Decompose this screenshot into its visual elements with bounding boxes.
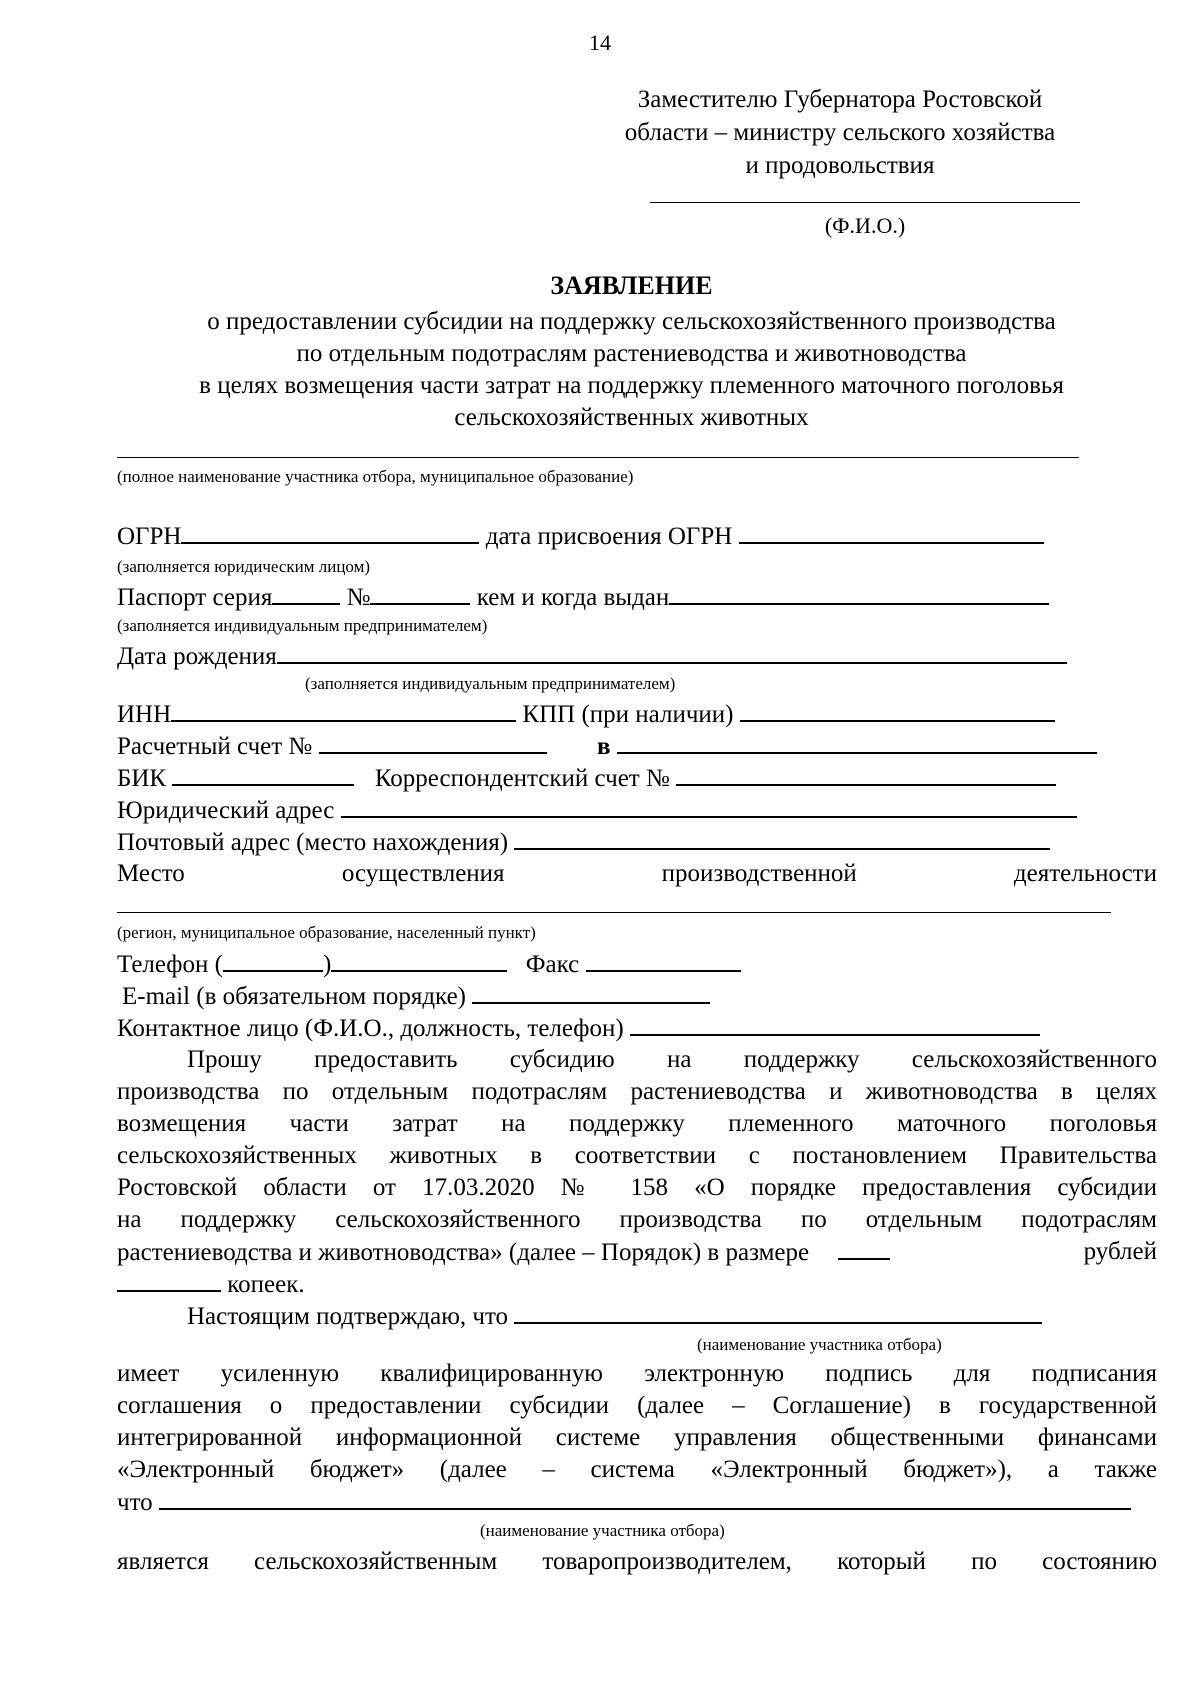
request-paragraph-line-3: возмещения части затрат на поддержку племенного маточного поголовья	[117, 1110, 1157, 1137]
fax-label: Факс	[525, 951, 580, 978]
signature-paragraph-line-4: «Электронный бюджет» (далее – система «Электронный бюджет»), а также	[117, 1456, 1157, 1483]
kopecks-field[interactable]	[117, 1268, 221, 1292]
inn-field[interactable]	[171, 698, 516, 722]
inn-label: ИНН	[117, 701, 172, 728]
passport-number-label: №	[346, 584, 371, 611]
addressee-line-3: и продовольствия	[745, 152, 935, 179]
signature-paragraph-line-2: соглашения о предоставлении субсидии (далее – Соглашение) в государственной	[117, 1392, 1157, 1419]
request-paragraph-line-1: Прошу предоставить субсидию на поддержку сельскохозяйственного	[187, 1046, 1157, 1073]
phone-paren: )	[322, 951, 332, 978]
contact-row	[117, 1012, 1040, 1045]
ogrn-label: ОГРН	[117, 523, 182, 550]
applicant-hint: (полное наименование участника отбора, муниципальное образование)	[117, 467, 634, 486]
request-paragraph-line-5: Ростовской области от 17.03.2020 № 158 «О порядке предоставления субсидии	[117, 1174, 1157, 1201]
kpp-label: КПП (при наличии)	[522, 701, 734, 728]
participant-hint-1: (наименование участника отбора)	[697, 1335, 942, 1354]
that-label: что	[117, 1489, 153, 1516]
account-label: Расчетный счет №	[117, 733, 313, 760]
inn-row	[117, 698, 1055, 731]
activity-word-1: Место	[117, 860, 185, 887]
request-amount-text: растениеводства и животноводства» (далее – Порядок) в размере	[117, 1239, 810, 1266]
fax-field[interactable]	[586, 948, 741, 972]
addressee-line-2: области – министру сельского хозяйства	[624, 119, 1056, 146]
birth-date-label: Дата рождения	[117, 643, 277, 670]
activity-place-line	[117, 858, 1157, 890]
contact-label: Контактное лицо (Ф.И.О., должность, телефон)	[117, 1015, 624, 1042]
request-amount-line	[117, 1236, 1157, 1269]
individual-hint: (заполняется индивидуальным предпринимателем)	[117, 616, 488, 635]
request-paragraph-line-2: производства по отдельным подотраслям растениеводства и животноводства в целях	[117, 1078, 1157, 1105]
contact-field[interactable]	[630, 1012, 1040, 1036]
kpp-field[interactable]	[740, 698, 1055, 722]
bik-label: БИК	[117, 765, 167, 792]
phone-number-field[interactable]	[331, 948, 507, 972]
subtitle-line-4: сельскохозяйственных животных	[454, 404, 809, 431]
account-row	[117, 730, 1097, 763]
participant-name-field-1[interactable]	[514, 1300, 1042, 1324]
email-row	[122, 980, 710, 1013]
passport-row	[117, 581, 1049, 614]
bank-in-label: в	[597, 733, 611, 760]
birth-date-row	[117, 640, 1067, 673]
document-title: ЗАЯВЛЕНИЕ	[550, 271, 713, 300]
phone-label: Телефон (	[117, 951, 223, 978]
producer-paragraph-line-1: является сельскохозяйственным товаропроизводителем, который по состоянию	[117, 1548, 1157, 1575]
subtitle-line-2: по отдельным подотраслям растениеводства и животноводства	[296, 340, 967, 367]
passport-issued-label: кем и когда выдан	[476, 584, 670, 611]
passport-issued-field[interactable]	[669, 581, 1049, 605]
ogrn-field[interactable]	[181, 520, 479, 544]
rubles-field[interactable]	[838, 1236, 890, 1260]
applicant-name-blank	[117, 457, 1079, 458]
kopecks-label: копеек.	[227, 1271, 305, 1298]
participant-name-field-2[interactable]	[159, 1486, 1131, 1510]
corr-account-label: Корреспондентский счет №	[374, 765, 670, 792]
legal-entity-hint: (заполняется юридическим лицом)	[117, 557, 371, 576]
subtitle-line-1: о предоставлении субсидии на поддержку сельскохозяйственного производства	[207, 308, 1056, 335]
participant-hint-2: (наименование участника отбора)	[480, 1521, 725, 1540]
subtitle-line-3: в целях возмещения части затрат на поддержку племенного маточного поголовья	[199, 372, 1064, 399]
ogrn-row	[117, 520, 1044, 553]
passport-series-label: Паспорт серия	[117, 584, 273, 611]
activity-word-3: производственной	[661, 860, 857, 887]
ogrn-date-field[interactable]	[739, 520, 1044, 544]
request-paragraph-line-6: на поддержку сельскохозяйственного производства по отдельным подотраслям	[117, 1206, 1157, 1233]
birth-date-field[interactable]	[277, 640, 1067, 664]
legal-address-row	[117, 794, 1077, 827]
activity-place-blank	[117, 912, 1111, 913]
region-hint: (регион, муниципальное образование, населенный пункт)	[117, 923, 536, 942]
individual-hint-2: (заполняется индивидуальным предпринимателем)	[305, 674, 676, 693]
passport-series-field[interactable]	[272, 581, 340, 605]
request-paragraph-line-4: сельскохозяйственных животных в соответствии с постановлением Правительства	[117, 1142, 1157, 1169]
activity-word-2: осуществления	[341, 860, 505, 887]
bik-row	[117, 762, 1056, 795]
postal-address-field[interactable]	[514, 826, 1050, 850]
activity-word-4: деятельности	[1013, 860, 1157, 887]
confirm-lead: Настоящим подтверждаю, что	[187, 1303, 509, 1330]
signature-paragraph-line-1: имеет усиленную квалифицированную электронную подпись для подписания	[117, 1360, 1157, 1387]
kopecks-line	[117, 1268, 305, 1301]
fio-hint: (Ф.И.О.)	[824, 213, 906, 238]
fio-blank-line	[650, 202, 1080, 203]
passport-number-field[interactable]	[370, 581, 470, 605]
bik-field[interactable]	[172, 762, 354, 786]
signature-paragraph-line-3: интегрированной информационной системе управления общественными финансами	[117, 1424, 1157, 1451]
legal-address-label: Юридический адрес	[117, 797, 335, 824]
rubles-label: рублей	[1083, 1238, 1157, 1265]
corr-account-field[interactable]	[676, 762, 1056, 786]
phone-code-field[interactable]	[223, 948, 323, 972]
addressee-line-1: Заместителю Губернатора Ростовской	[637, 86, 1043, 113]
bank-name-field[interactable]	[617, 730, 1097, 754]
email-label: E-mail (в обязательном порядке)	[122, 983, 466, 1010]
page-number: 14	[589, 30, 611, 55]
signature-paragraph-line-5	[117, 1486, 1131, 1519]
email-field[interactable]	[472, 980, 710, 1004]
ogrn-date-label: дата присвоения ОГРН	[485, 523, 733, 550]
phone-row	[117, 948, 741, 981]
postal-address-row	[117, 826, 1050, 859]
account-field[interactable]	[319, 730, 547, 754]
confirm-line	[187, 1300, 1042, 1333]
legal-address-field[interactable]	[341, 794, 1077, 818]
postal-address-label: Почтовый адрес (место нахождения)	[117, 829, 509, 856]
